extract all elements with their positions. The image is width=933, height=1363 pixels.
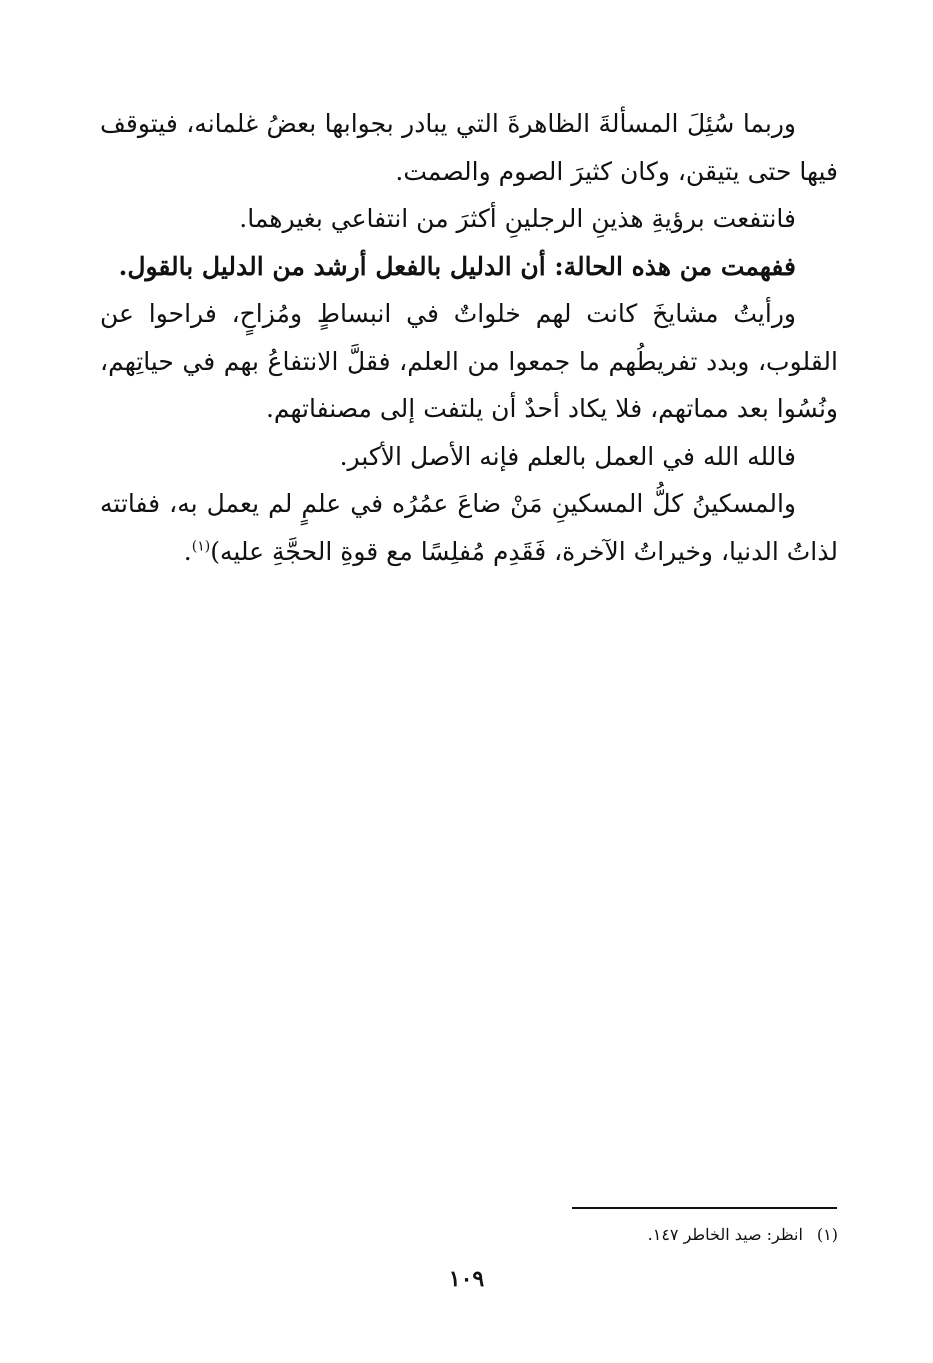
footnote-divider xyxy=(572,1207,837,1209)
footnote-reference[interactable]: (١) xyxy=(191,538,211,555)
body-text xyxy=(100,100,838,575)
footnote-text: انظر: صيد الخاطر ١٤٧. xyxy=(647,1225,803,1244)
paragraph-6-text: والمسكينُ كلُّ المسكينِ مَنْ ضاعَ عمُرُه في علمٍ لم يعمل به، ففاتته لذاتُ الدنيا، وخيراتُ الآخرة، فَقَدِم مُفلِسًا مع قوةِ الحجَّةِ عليه) xyxy=(100,489,838,566)
paragraph-4: ورأيتُ مشايخَ كانت لهم خلواتٌ في انبساطٍ ومُزاحٍ، فراحوا عن القلوب، وبدد تفريطُهم ما جمعوا من العلم، فقلَّ الانتفاعُ بهم في حياتِهم، ونُسُوا بعد مماتهم، فلا يكاد أحدٌ أن يلتفت إلى مصنفاتهم. xyxy=(100,299,838,423)
paragraph-5: فالله الله في العمل بالعلم فإنه الأصل الأكبر. xyxy=(339,441,796,471)
paragraph-2: فانتفعت برؤيةِ هذينِ الرجلينِ أكثرَ من انتفاعي بغيرهما. xyxy=(239,204,796,233)
paragraph-1: وربما سُئِلَ المسألةَ الظاهرةَ التي يبادر بجوابها بعضُ غلمانه، فيتوقف فيها حتى يتيقن، وكان كثيرَ الصوم والصمت. xyxy=(100,109,838,186)
page-number: ١٠٩ xyxy=(448,1266,485,1292)
paragraph-6 xyxy=(100,480,838,575)
footnote xyxy=(400,1222,838,1248)
paragraph-6-tail: . xyxy=(183,536,192,566)
footnote-number: (١) xyxy=(816,1225,838,1244)
paragraph-3-bold: ففهمت من هذه الحالة: أن الدليل بالفعل أرشد من الدليل بالقول. xyxy=(118,251,796,281)
